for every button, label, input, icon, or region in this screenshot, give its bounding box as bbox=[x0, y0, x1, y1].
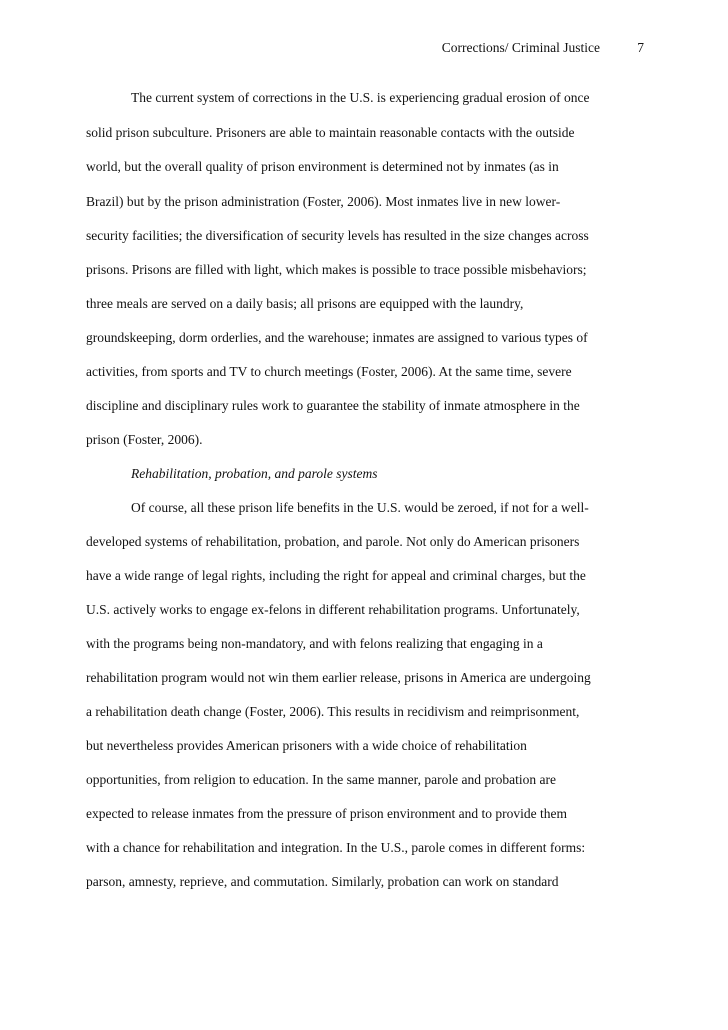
paragraph-line: opportunities, from religion to education. In the same manner, parole and probation are bbox=[86, 772, 556, 787]
paragraph-line: expected to release inmates from the pressure of prison environment and to provide them bbox=[86, 806, 567, 821]
paragraph-line: U.S. actively works to engage ex-felons in different rehabilitation programs. Unfortunately, bbox=[86, 602, 580, 617]
paragraph-line: prison (Foster, 2006). bbox=[86, 432, 203, 447]
paragraph-line: three meals are served on a daily basis; all prisons are equipped with the laundry, bbox=[86, 296, 524, 311]
paragraph-line: developed systems of rehabilitation, probation, and parole. Not only do American prisoners bbox=[86, 534, 580, 549]
section-heading: Rehabilitation, probation, and parole systems bbox=[131, 466, 378, 481]
paragraph-line: with a chance for rehabilitation and integration. In the U.S., parole comes in different forms: bbox=[86, 840, 586, 855]
paragraph-line: but nevertheless provides American prisoners with a wide choice of rehabilitation bbox=[86, 738, 527, 753]
paragraph-line: prisons. Prisons are filled with light, which makes is possible to trace possible misbehaviors; bbox=[86, 262, 587, 277]
paragraph-line: activities, from sports and TV to church meetings (Foster, 2006). At the same time, severe bbox=[86, 364, 572, 379]
paragraph-line: Of course, all these prison life benefits in the U.S. would be zeroed, if not for a well- bbox=[131, 500, 589, 515]
paragraph-line: have a wide range of legal rights, including the right for appeal and criminal charges, but the bbox=[86, 568, 586, 583]
paragraph-line: solid prison subculture. Prisoners are able to maintain reasonable contacts with the outside bbox=[86, 125, 575, 140]
page-number: 7 bbox=[637, 40, 644, 55]
paragraph-line: parson, amnesty, reprieve, and commutation. Similarly, probation can work on standard bbox=[86, 874, 559, 889]
paragraph-line: discipline and disciplinary rules work to guarantee the stability of inmate atmosphere in the bbox=[86, 398, 580, 413]
paragraph-line: Brazil) but by the prison administration (Foster, 2006). Most inmates live in new lower- bbox=[86, 194, 561, 209]
paragraph-line: world, but the overall quality of prison environment is determined not by inmates (as in bbox=[86, 159, 559, 174]
paragraph-line: security facilities; the diversification of security levels has resulted in the size changes across bbox=[86, 228, 589, 243]
paragraph-line: a rehabilitation death change (Foster, 2006). This results in recidivism and reimprisonment, bbox=[86, 704, 580, 719]
paragraph-line: with the programs being non-mandatory, and with felons realizing that engaging in a bbox=[86, 636, 543, 651]
paragraph-line: The current system of corrections in the U.S. is experiencing gradual erosion of once bbox=[131, 90, 590, 105]
paragraph-line: rehabilitation program would not win them earlier release, prisons in America are undergoing bbox=[86, 670, 591, 685]
paragraph-line: groundskeeping, dorm orderlies, and the warehouse; inmates are assigned to various types of bbox=[86, 330, 588, 345]
running-head bbox=[0, 40, 728, 60]
running-head-title: Corrections/ Criminal Justice bbox=[441, 40, 600, 55]
